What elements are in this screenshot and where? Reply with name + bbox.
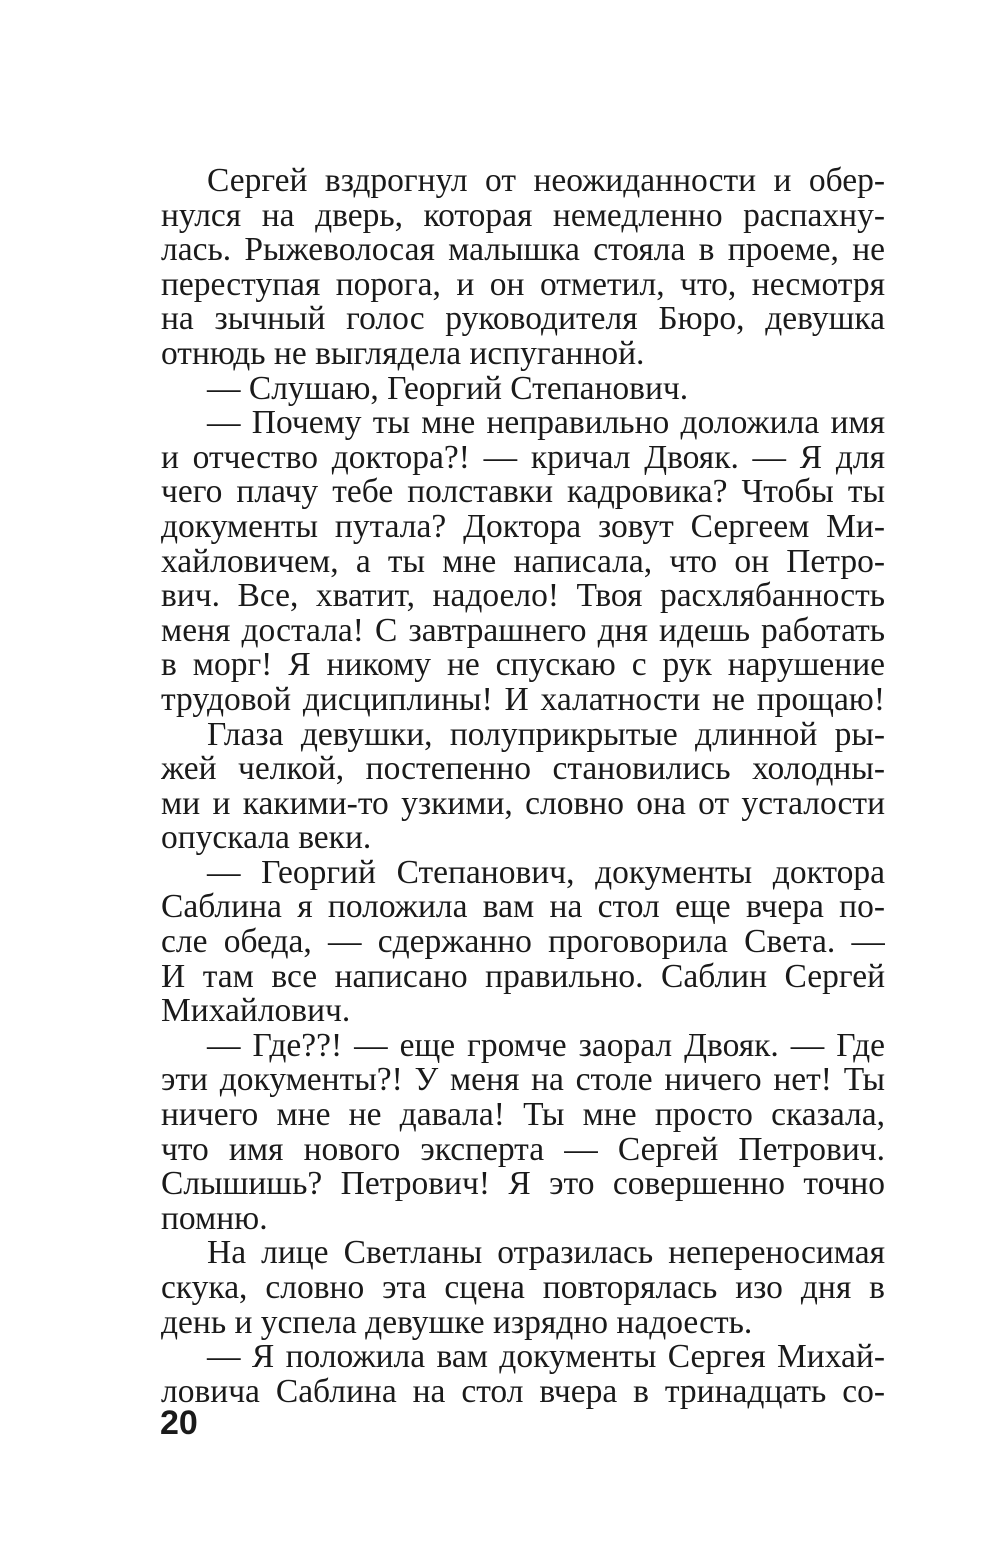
text-line: жей челкой, постепенно становились холодны- [161,752,885,787]
text-line: эти документы?! У меня на столе ничего нет! Ты [161,1063,885,1099]
text-line: сле обеда, — сдержанно проговорила Света. — [161,925,885,960]
text-line: в морг! Я никому не спускаю с рук нарушение [161,648,885,683]
text-line: переступая порога, и он отметил, что, несмотря [161,267,885,303]
text-line: ловича Саблина на стол вчера в тринадцать со- [161,1374,885,1410]
text-line: Михайлович. [161,994,351,1029]
text-line: помню. [161,1201,268,1237]
text-line: день и успела девушке изрядно надоесть. [161,1305,753,1341]
text-line: лась. Рыжеволосая малышка стояла в проеме, не [161,233,885,268]
text-line: меня достала! С завтрашнего дня идешь работать [161,613,885,649]
text-line: на зычный голос руководителя Бюро, девушка [161,302,885,337]
text-line: — Где??! — еще громче заорал Двояк. — Где [207,1028,885,1064]
text-line: и отчество доктора?! — кричал Двояк. — Я для [161,440,885,476]
text-line: хайловичем, а ты мне написала, что он Петро- [161,544,885,580]
text-line: опускала веки. [161,821,372,856]
page-number: 20 [160,1404,198,1442]
text-line: На лице Светланы отразилась непереносимая [207,1236,885,1271]
text-line: скука, словно эта сцена повторялась изо дня в [161,1271,885,1306]
text-line: — Георгий Степанович, документы доктора [207,855,885,891]
text-line: ми и какими-то узкими, словно она от усталости [161,786,885,822]
text-line: документы путала? Доктора зовут Сергеем Ми- [161,509,885,545]
text-line: — Почему ты мне неправильно доложила имя [207,406,885,441]
text-line: — Я положила вам документы Сергея Михай- [207,1340,885,1375]
text-line: Слышишь? Петрович! Я это совершенно точно [161,1167,885,1202]
text-line: И там все написано правильно. Саблин Сергей [161,959,885,995]
text-line: Сергей вздрогнул от неожиданности и обер- [207,164,885,199]
text-line: — Слушаю, Георгий Степанович. [207,371,689,407]
text-line: Глаза девушки, полуприкрытые длинной ры- [207,717,885,753]
text-line: нулся на дверь, которая немедленно распахну- [161,198,885,234]
text-line: отнюдь не выглядела испуганной. [161,336,645,372]
body-text [161,164,885,1409]
text-line: вич. Все, хватит, надоело! Твоя расхлябанность [161,579,885,614]
text-line: что имя нового эксперта — Сергей Петрович. [161,1132,885,1168]
text-line: трудовой дисциплины! И халатности не прощаю! [161,682,885,718]
text-line: чего плачу тебе полставки кадровика? Чтобы ты [161,475,885,510]
text-line: ничего мне не давала! Ты мне просто сказала, [161,1098,885,1133]
text-line: Саблина я положила вам на стол еще вчера по- [161,890,885,926]
